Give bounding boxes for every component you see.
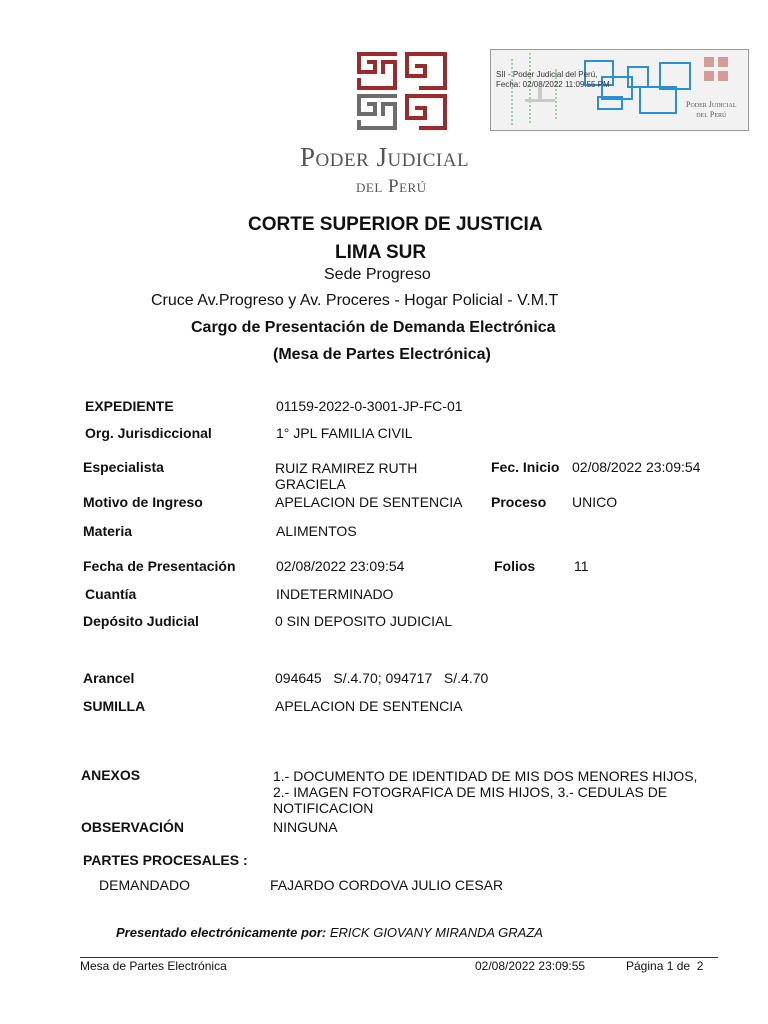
fec-inicio-value: 02/08/2022 23:09:54 [572,459,701,475]
stamp-brand-line-1: Poder Judicial [686,100,737,109]
materia-label: Materia [83,523,133,539]
stamp-text [496,70,610,90]
anexos-value: 1.- DOCUMENTO DE IDENTIDAD DE MIS DOS MENORES HIJOS, 2.- IMAGEN FOTOGRAFICA DE MIS HIJOS, 3.- CEDULAS DE NOTIFICACION [273,768,698,816]
deposito-label: Depósito Judicial [83,613,199,629]
cuantia-label: Cuantía [85,586,137,602]
especialista-value: RUIZ RAMIREZ RUTH GRACIELA [275,460,418,492]
footer-timestamp: 02/08/2022 23:09:55 [475,959,586,973]
fecha-presentacion-value: 02/08/2022 23:09:54 [276,558,405,574]
folios-value: 11 [574,558,589,574]
observacion-label: OBSERVACIÓN [81,819,184,835]
anexos-label: ANEXOS [81,767,141,783]
partes-name: FAJARDO CORDOVA JULIO CESAR [270,877,504,893]
materia-value: ALIMENTOS [276,523,357,539]
footer-page: Página 1 de 2 [626,959,704,973]
deposito-value: 0 SIN DEPOSITO JUDICIAL [275,613,453,629]
expediente-value: 01159-2022-0-3001-JP-FC-01 [276,398,463,414]
poder-judicial-logo [357,52,447,130]
org-label: Org. Jurisdiccional [85,425,212,441]
presented-by-name: ERICK GIOVANY MIRANDA GRAZA [329,925,543,940]
sumilla-label: SUMILLA [83,698,146,714]
stamp-line-2: Fecha: 02/08/2022 11:09:55 PM [496,80,610,89]
document-subtitle: (Mesa de Partes Electrónica) [273,346,491,363]
brand-name-text: Poder Judicial [300,142,470,172]
stamp-brand-line-2: del Perú [696,110,727,119]
partes-role: DEMANDADO [99,877,191,893]
arancel-value: 094645 S/.4.70; 094717 S/.4.70 [275,670,489,686]
proceso-value: UNICO [572,494,618,510]
expediente-label: EXPEDIENTE [85,398,174,414]
arancel-label: Arancel [83,670,135,686]
sumilla-value: APELACION DE SENTENCIA [275,698,463,714]
observacion-value: NINGUNA [273,819,338,835]
court-district: LIMA SUR [335,242,427,263]
proceso-label: Proceso [491,494,547,510]
fec-inicio-label: Fec. Inicio [491,459,560,475]
footer-source: Mesa de Partes Electrónica [80,959,227,973]
presented-by [116,925,543,940]
document-title: Cargo de Presentación de Demanda Electrónica [191,319,556,336]
court-name: CORTE SUPERIOR DE JUSTICIA [248,214,543,235]
stamp-brand [686,100,737,120]
presented-by-label: Presentado electrónicamente por: [116,925,327,940]
partes-heading: PARTES PROCESALES : [83,852,248,868]
fecha-presentacion-label: Fecha de Presentación [83,558,236,574]
especialista-label: Especialista [83,459,164,475]
brand-subname-text: del Perú [356,176,427,197]
motivo-label: Motivo de Ingreso [83,494,203,510]
org-value: 1° JPL FAMILIA CIVIL [276,425,413,441]
folios-label: Folios [494,558,536,574]
sede: Sede Progreso [324,266,431,283]
motivo-value: APELACION DE SENTENCIA [275,494,463,510]
brand-subname [356,176,427,198]
stamp-line-1: SII - Poder Judicial del Perú, [496,70,598,79]
cuantia-value: INDETERMINADO [276,586,394,602]
brand-name [300,142,469,173]
address: Cruce Av.Progreso y Av. Proceres - Hogar Policial - V.M.T [151,292,559,309]
footer-divider [80,957,718,958]
